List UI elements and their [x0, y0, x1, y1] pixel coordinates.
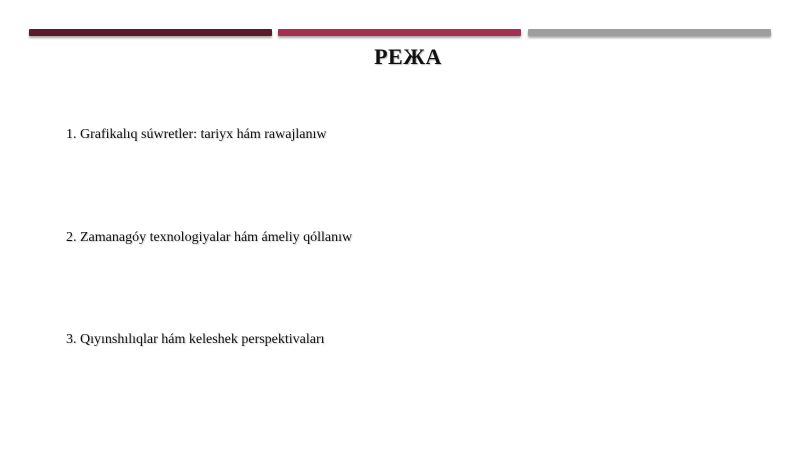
agenda-item-2: 2. Zamanagóy texnologiyalar hám ámeliy qóllanıw [66, 230, 353, 245]
agenda-item-1: 1. Grafikalıq súwretler: tariyx hám rawajlanıw [66, 127, 327, 142]
accent-bar-dark-red [29, 29, 272, 36]
accent-bar-gray [528, 29, 771, 36]
accent-bar-crimson [278, 29, 521, 36]
agenda-item-3: 3. Qıyınshılıqlar hám keleshek perspektivaları [66, 332, 325, 347]
slide-title: РЕЖА [374, 44, 442, 69]
